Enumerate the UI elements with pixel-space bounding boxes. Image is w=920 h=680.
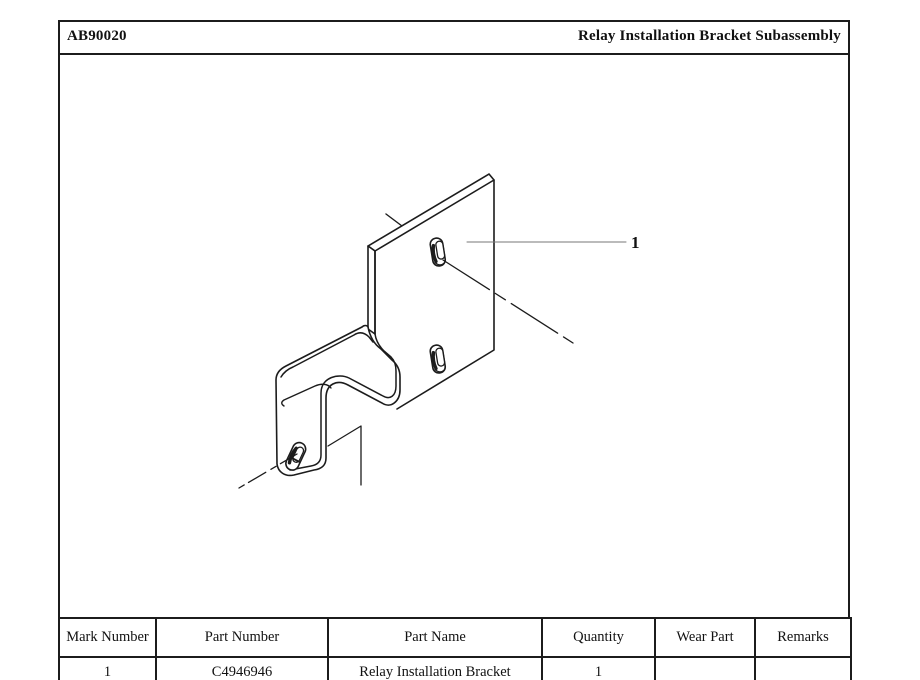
cell-mark-number: 1: [59, 657, 156, 680]
col-header-mark-number: Mark Number: [59, 618, 156, 657]
col-header-part-name: Part Name: [328, 618, 542, 657]
col-header-wear-part: Wear Part: [655, 618, 755, 657]
col-header-part-number: Part Number: [156, 618, 328, 657]
callout-label: 1: [631, 233, 640, 252]
col-header-remarks: Remarks: [755, 618, 851, 657]
cell-part-number: C4946946: [156, 657, 328, 680]
page-title: Relay Installation Bracket Subassembly: [577, 28, 841, 44]
parts-table: [58, 617, 852, 680]
col-header-quantity: Quantity: [542, 618, 655, 657]
cell-remarks: [755, 657, 851, 680]
doc-number: AB90020: [67, 28, 127, 44]
mounting-edge-line: [328, 426, 361, 485]
cell-quantity: 1: [542, 657, 655, 680]
cell-part-name: Relay Installation Bracket: [328, 657, 542, 680]
table-row: [59, 657, 851, 680]
cell-wear-part: [655, 657, 755, 680]
parts-table-header-row: [59, 618, 851, 657]
